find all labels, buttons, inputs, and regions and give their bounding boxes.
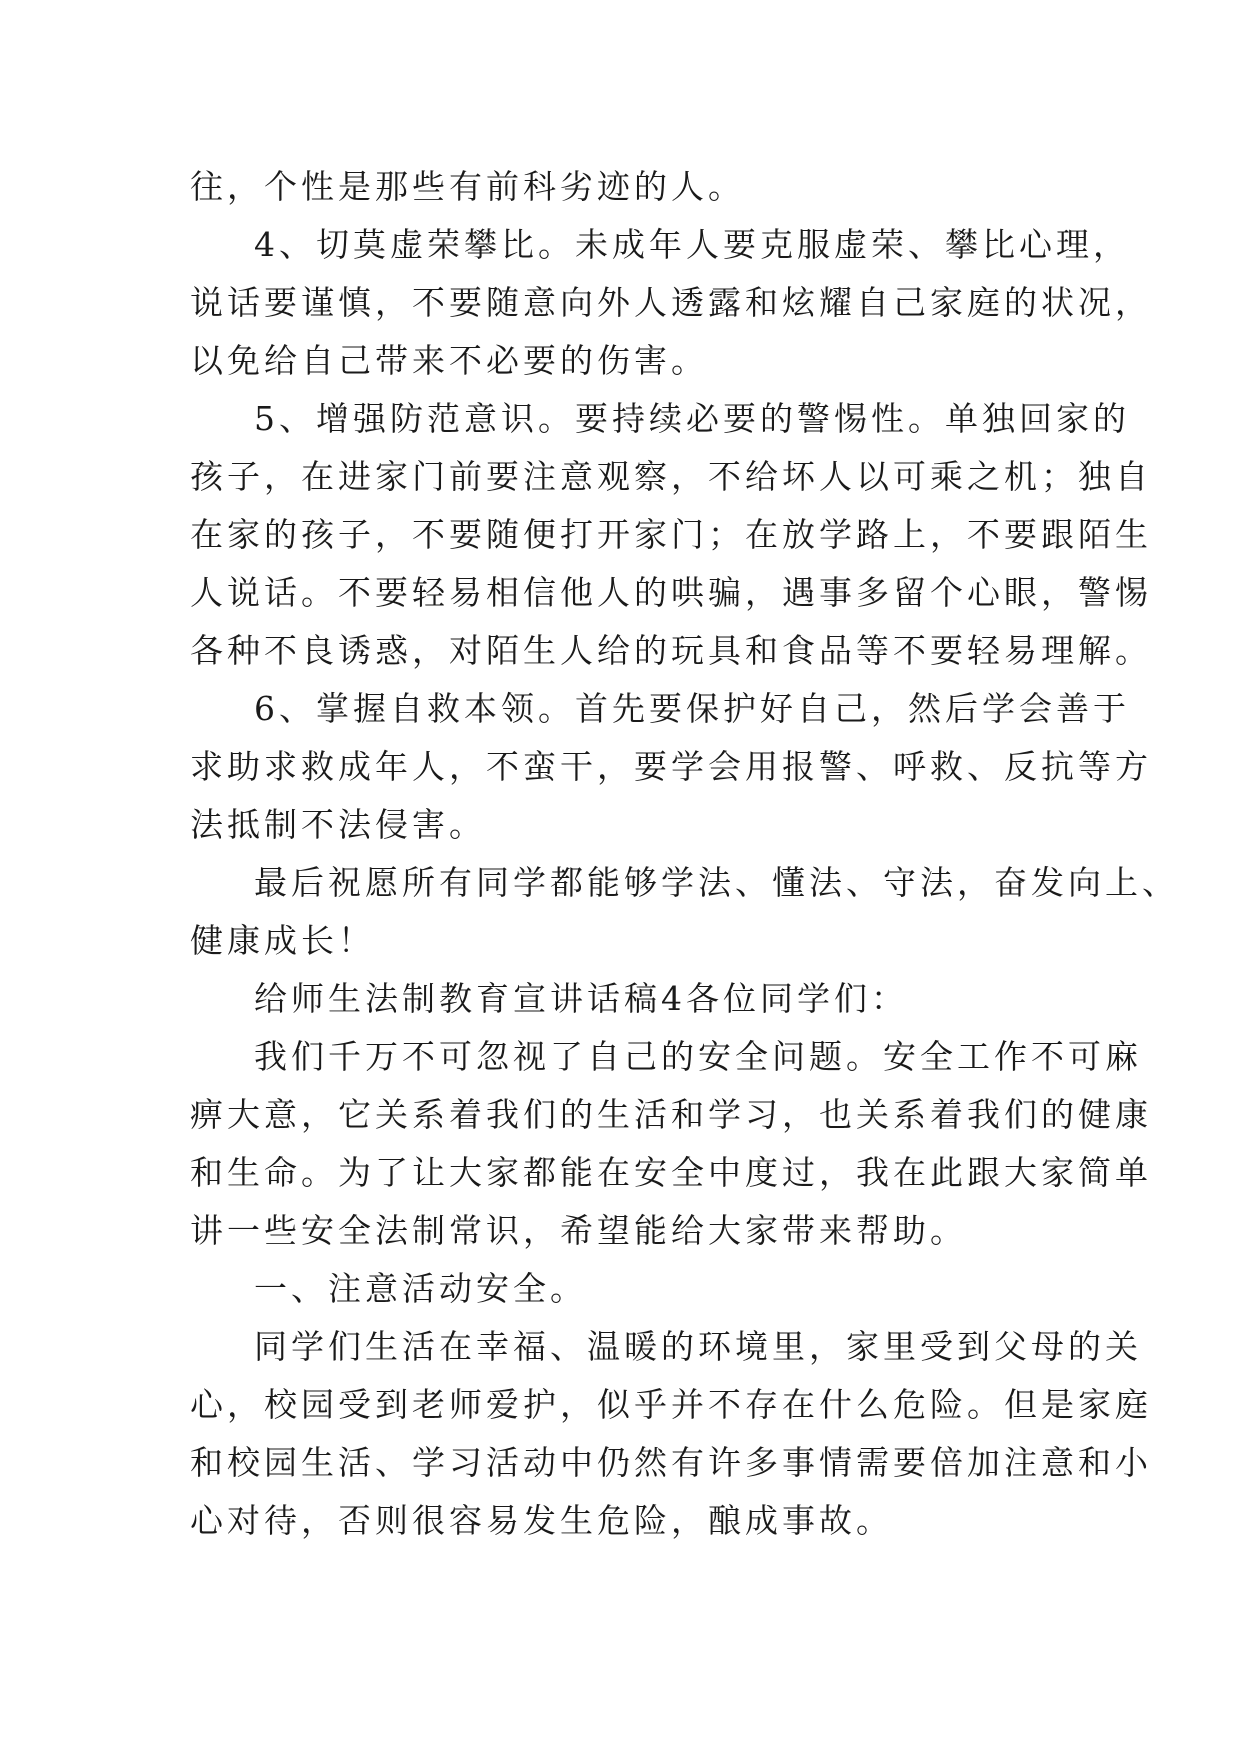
text-line: 求助求救成年人，不蛮干，要学会用报警、呼救、反抗等方 [190, 747, 1152, 786]
subheading-line: 一、注意活动安全。 [254, 1269, 587, 1308]
text-line: 说话要谨慎，不要随意向外人透露和炫耀自己家庭的状况， [190, 283, 1152, 322]
paragraph-start-line: 最后祝愿所有同学都能够学法、懂法、守法，奋发向上、 [254, 863, 1179, 902]
text-line: 和校园生活、学习活动中仍然有许多事情需要倍加注意和小 [190, 1443, 1152, 1482]
paragraph-start-line: 5、增强防范意识。要持续必要的警惕性。单独回家的 [254, 399, 1130, 438]
paragraph-start-line: 6、掌握自救本领。首先要保护好自己，然后学会善于 [254, 689, 1130, 728]
text-line: 痹大意，它关系着我们的生活和学习，也关系着我们的健康 [190, 1095, 1152, 1134]
text-line: 往，个性是那些有前科劣迹的人。 [190, 167, 745, 206]
text-line: 人说话。不要轻易相信他人的哄骗，遇事多留个心眼，警惕 [190, 573, 1152, 612]
paragraph-start-line: 4、切莫虚荣攀比。未成年人要克服虚荣、攀比心理， [254, 225, 1130, 264]
text-line: 健康成长！ [190, 921, 375, 960]
text-line: 在家的孩子，不要随便打开家门；在放学路上，不要跟陌生 [190, 515, 1152, 554]
text-line: 讲一些安全法制常识，希望能给大家带来帮助。 [190, 1211, 967, 1250]
text-line: 孩子，在进家门前要注意观察，不给坏人以可乘之机；独自 [190, 457, 1152, 496]
paragraph-start-line: 同学们生活在幸福、温暖的环境里，家里受到父母的关 [254, 1327, 1142, 1366]
section-heading-line: 给师生法制教育宣讲话稿4各位同学们： [254, 979, 908, 1018]
text-line: 法抵制不法侵害。 [190, 805, 486, 844]
text-line: 心对待，否则很容易发生危险，酿成事故。 [190, 1501, 893, 1540]
text-line: 各种不良诱惑，对陌生人给的玩具和食品等不要轻易理解。 [190, 631, 1152, 670]
text-line: 以免给自己带来不必要的伤害。 [190, 341, 708, 380]
text-line: 心，校园受到老师爱护，似乎并不存在什么危险。但是家庭 [190, 1385, 1152, 1424]
text-line: 和生命。为了让大家都能在安全中度过，我在此跟大家简单 [190, 1153, 1152, 1192]
paragraph-start-line: 我们千万不可忽视了自己的安全问题。安全工作不可麻 [254, 1037, 1142, 1076]
